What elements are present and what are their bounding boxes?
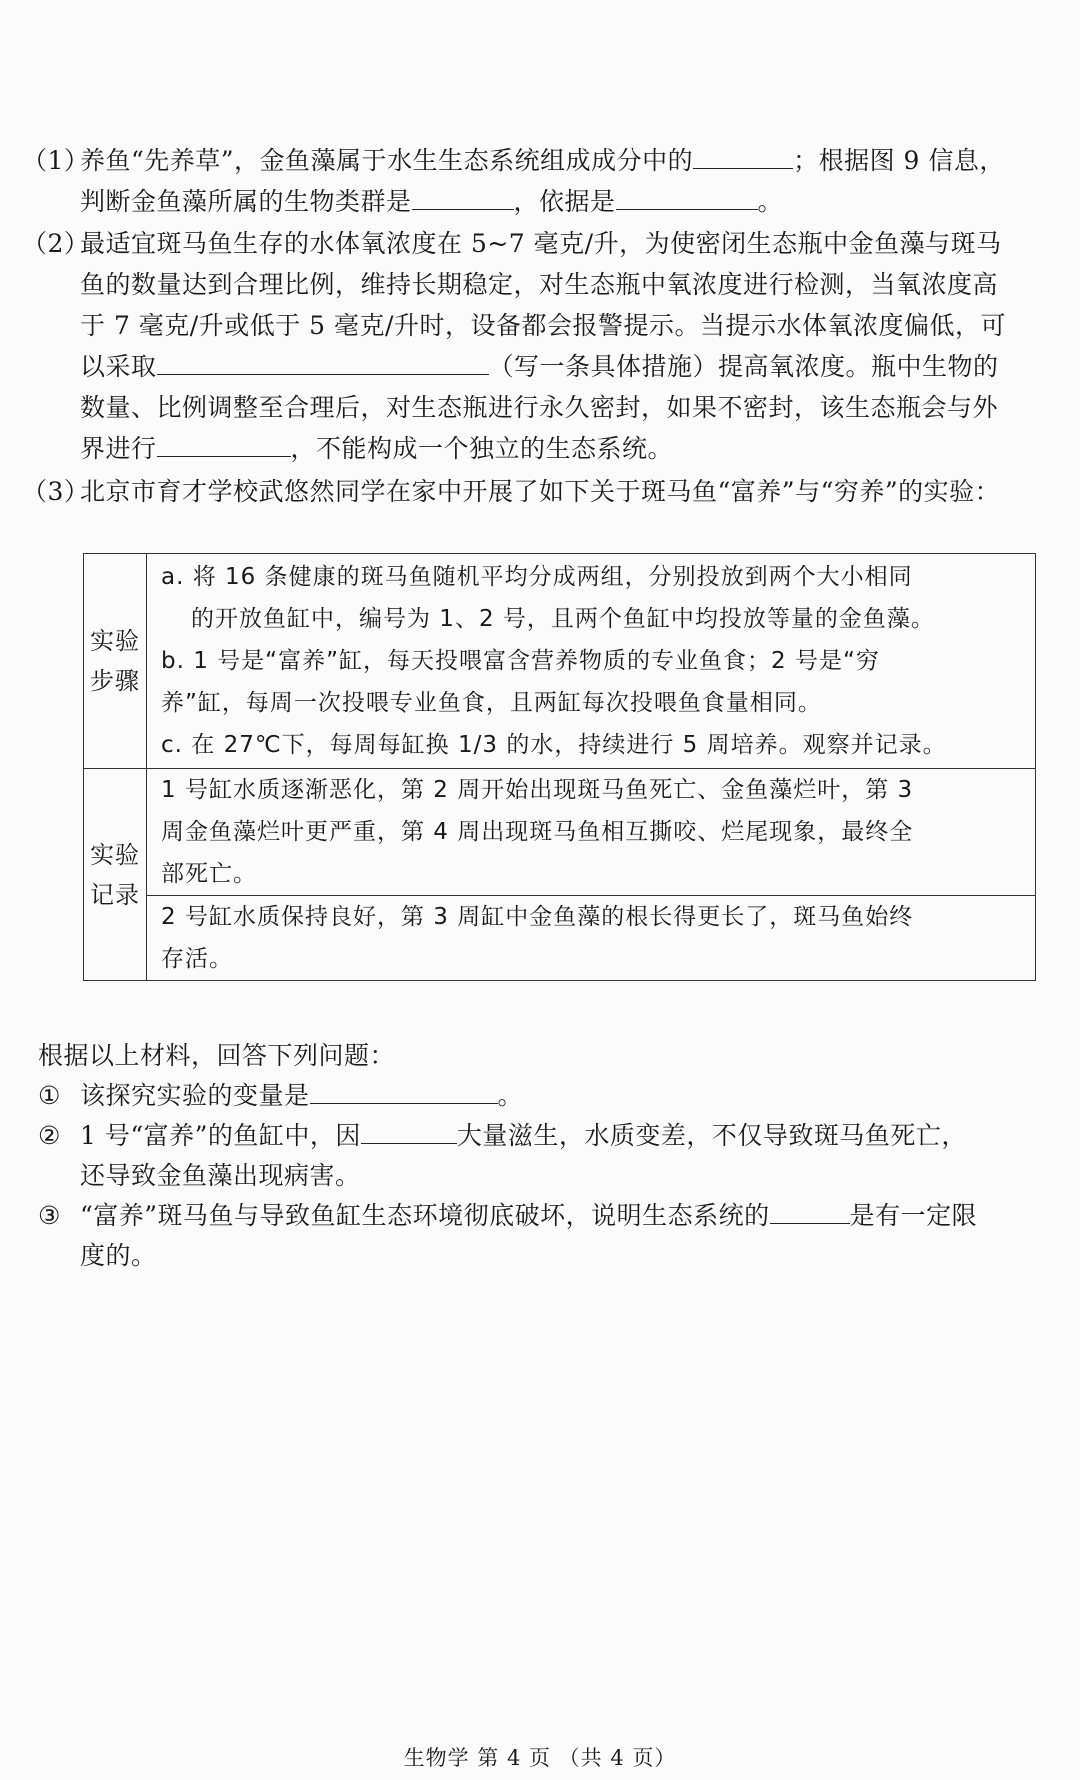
question-1-text-d: ，依据是 (513, 187, 616, 216)
steps-row (84, 554, 1036, 769)
record-1-cell (147, 769, 1036, 896)
record-label-line-2: 记录 (90, 880, 140, 909)
question-3-text: 北京市育才学校武悠然同学在家中开展了如下关于斑马鱼“富养”与“穷养”的实验： (80, 477, 1001, 506)
question-2-line-1: 最适宜斑马鱼生存的水体氧浓度在 5~7 毫克/升，为使密闭生态瓶中金鱼藻与斑马 (80, 229, 1002, 258)
sub-question-3-text-a: “富养”斑马鱼与导致鱼缸生态环境彻底破坏，说明生态系统的 (80, 1201, 770, 1230)
record-1-line-3: 部死亡。 (161, 861, 257, 887)
question-2-line-3: 于 7 毫克/升或低于 5 毫克/升时，设备都会报警提示。当提示水体氧浓度偏低，可 (80, 311, 1006, 340)
steps-label-cell (84, 554, 147, 769)
question-3-number: （3） (22, 477, 90, 506)
follow-up-intro: 根据以上材料，回答下列问题： (38, 1041, 396, 1070)
question-2-line-4a: 以采取 (80, 352, 157, 381)
question-2-line-2: 鱼的数量达到合理比例，维持长期稳定，对生态瓶中氧浓度进行检测，当氧浓度高 (80, 270, 999, 299)
page-footer: 生物学 第 4 页 （共 4 页） (403, 1746, 677, 1770)
step-b-line-1: b. 1 号是“富养”缸，每天投喂富含营养物质的专业鱼食；2 号是“穷 (161, 648, 880, 674)
answer-blank-3[interactable] (616, 183, 758, 210)
sub-question-2 (38, 1116, 1038, 1156)
step-a-line-2: 的开放鱼缸中，编号为 1、2 号，且两个鱼缸中均投放等量的金鱼藻。 (191, 606, 935, 632)
step-b-line-2: 养”缸，每周一次投喂专业鱼食，且两缸每次投喂鱼食量相同。 (161, 690, 822, 716)
step-c: c. 在 27℃下，每周每缸换 1/3 的水，持续进行 5 周培养。观察并记录。 (161, 732, 947, 758)
sub-question-3-text-c: 度的。 (80, 1241, 157, 1270)
question-1-number: （1） (22, 146, 90, 175)
answer-blank-4[interactable] (157, 348, 489, 375)
record-label-line-1: 实验 (90, 840, 140, 869)
record-1-line-2: 周金鱼藻烂叶更严重，第 4 周出现斑马鱼相互撕咬、烂尾现象，最终全 (161, 819, 914, 845)
record-label-cell (84, 769, 147, 981)
record-1-line-1: 1 号缸水质逐渐恶化，第 2 周开始出现斑马鱼死亡、金鱼藻烂叶，第 3 (161, 777, 914, 803)
sub-question-2-text-a: 1 号“富养”的鱼缸中，因 (80, 1121, 361, 1150)
answer-blank-1[interactable] (693, 142, 793, 169)
answer-blank-2[interactable] (412, 183, 514, 210)
record-2-cell (147, 896, 1036, 981)
question-3 (22, 471, 1042, 512)
question-2-number: （2） (22, 229, 90, 258)
experiment-table (83, 553, 1036, 981)
sub-question-1-mark: ① (38, 1081, 61, 1110)
sub-question-2-text-c: 还导致金鱼藻出现病害。 (80, 1161, 361, 1190)
question-2 (22, 223, 1042, 469)
record-2-line-1: 2 号缸水质保持良好，第 3 周缸中金鱼藻的根长得更长了，斑马鱼始终 (161, 904, 914, 930)
steps-label-line-1: 实验 (90, 627, 140, 655)
record-row-2 (84, 896, 1036, 981)
step-a-line-1: a. 将 16 条健康的斑马鱼随机平均分成两组，分别投放到两个大小相同 (161, 564, 913, 590)
answer-blank-5[interactable] (157, 430, 291, 457)
question-2-line-5: 数量、比例调整至合理后，对生态瓶进行永久密封，如果不密封，该生态瓶会与外 (80, 393, 999, 422)
sub-question-1 (38, 1076, 1038, 1116)
record-row-1 (84, 769, 1036, 896)
question-1-text-c: 判断金鱼藻所属的生物类群是 (80, 187, 412, 216)
question-1-text-a: 养鱼“先养草”，金鱼藻属于水生生态系统组成成分中的 (80, 146, 694, 175)
answer-blank-6[interactable] (310, 1077, 498, 1104)
sub-question-3 (38, 1196, 1038, 1236)
record-2-line-2: 存活。 (161, 946, 233, 972)
question-2-line-6b: ，不能构成一个独立的生态系统。 (290, 434, 674, 463)
sub-question-2-mark: ② (38, 1121, 61, 1150)
sub-question-1-text-a: 该探究实验的变量是 (80, 1081, 310, 1110)
sub-question-2-text-b: 大量滋生，水质变差，不仅导致斑马鱼死亡， (456, 1121, 967, 1150)
sub-question-3-text-b: 是有一定限 (849, 1201, 978, 1230)
sub-question-1-text-b: 。 (497, 1081, 524, 1110)
question-1-text-e: 。 (757, 187, 784, 216)
answer-blank-8[interactable] (770, 1197, 850, 1224)
question-1-text-b: ；根据图 9 信息， (793, 146, 1005, 175)
question-2-line-6a: 界进行 (80, 434, 157, 463)
follow-up-questions (38, 1036, 1038, 1276)
question-2-line-4b: （写一条具体措施）提高氧浓度。瓶中生物的 (488, 352, 999, 381)
steps-label-line-2: 步骤 (90, 667, 140, 695)
question-1 (22, 140, 1042, 222)
sub-question-3-mark: ③ (38, 1201, 61, 1230)
answer-blank-7[interactable] (361, 1117, 457, 1144)
steps-content-cell (147, 554, 1036, 769)
